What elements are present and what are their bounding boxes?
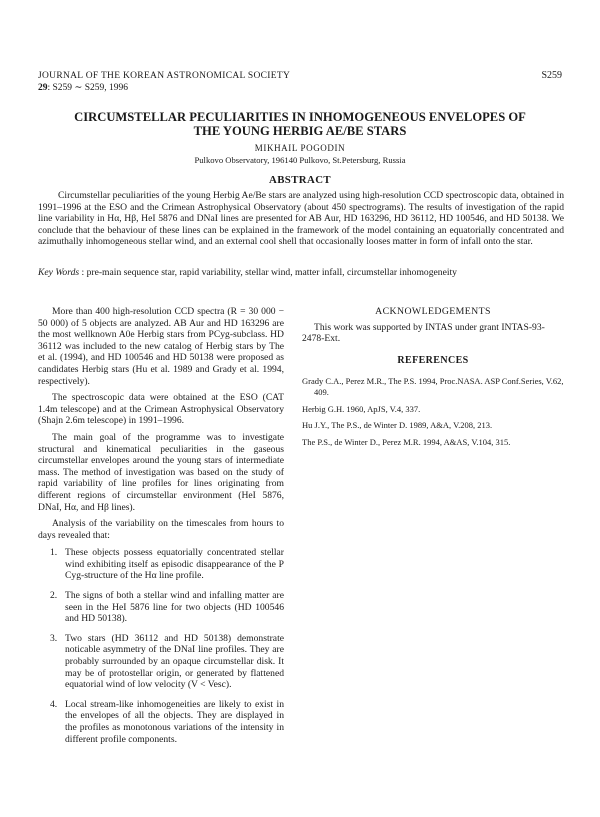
volume-number: 29 — [38, 83, 48, 93]
body-paragraph: More than 400 high-resolution CCD spectra (R = 30 000 − 50 000) of 5 objects are analyzed. AB Aur and HD 163296 are the most wellknown A0e Herbig stars from PCyg-subclass. HD 36112 was included to the new catalog of Herbig stars by The et al. (1994), and HD 100546 and HD 50138 were proposed as candidates Herbig stars (Hu et al. 1989 and Grady et al. 1994, respectively). — [38, 306, 284, 387]
body-paragraph: The main goal of the programme was to investigate structural and kinematical peculiarities in the gaseous circumstellar envelopes around the young stars of intermediate mass. The method of investigation was based on the study of rapid variability of line profiles for lines originating from different regions of circumstellar environment (HeI 5876, DNaI, Hα, and Hβ lines). — [38, 431, 284, 513]
title-line-2: THE YOUNG HERBIG AE/BE STARS — [193, 124, 407, 138]
journal-name: JOURNAL OF THE KOREAN ASTRONOMICAL SOCIETY — [38, 71, 291, 81]
keywords-text: : pre-main sequence star, rapid variability, stellar wind, matter infall, circumstellar inhomogeneity — [81, 267, 457, 278]
running-header — [38, 70, 290, 94]
list-item — [38, 590, 284, 625]
list-item-number: 4. — [50, 698, 58, 710]
reference-item: Grady C.A., Perez M.R., The P.S. 1994, Proc.NASA. ASP Conf.Series, V.62, 409. — [302, 376, 564, 397]
list-item-text: Local stream-like inhomogeneities are likely to exist in the envelopes of all the objects. They are displayed in the profiles as monotonous variations of the intensity in different profile components. — [65, 698, 284, 745]
list-item-number: 3. — [50, 632, 58, 644]
reference-item: Hu J.Y., The P.S., de Winter D. 1989, A&A, V.208, 213. — [302, 420, 493, 431]
keywords-label: Key Words — [38, 267, 80, 278]
acknowledgements-text: This work was supported by INTAS under grant INTAS-93-2478-Ext. — [302, 321, 545, 345]
list-item-number: 1. — [50, 547, 58, 559]
acknowledgements-heading: ACKNOWLEDGEMENTS — [375, 306, 491, 317]
reference-item: The P.S., de Winter D., Perez M.R. 1994, A&AS, V.104, 315. — [302, 436, 511, 447]
author: MIKHAIL POGODIN — [254, 143, 346, 153]
paper-title — [30, 110, 570, 138]
list-item — [38, 633, 284, 691]
list-item — [38, 699, 284, 745]
list-item — [38, 547, 284, 582]
references-heading: REFERENCES — [397, 354, 469, 366]
body-left-column — [38, 306, 284, 753]
abstract-heading: ABSTRACT — [269, 174, 331, 186]
affiliation: Pulkovo Observatory, 196140 Pulkovo, St.Petersburg, Russia — [194, 155, 406, 165]
reference-item: Herbig G.H. 1960, ApJS, V.4, 337. — [302, 403, 421, 414]
list-item-number: 2. — [50, 590, 58, 602]
keywords — [38, 267, 564, 279]
title-line-1: CIRCUMSTELLAR PECULIARITIES IN INHOMOGENEOUS ENVELOPES OF — [74, 110, 526, 124]
page-number: S259 — [541, 70, 562, 81]
volume-info — [38, 82, 290, 94]
list-item-text: Two stars (HD 36112 and HD 50138) demonstrate noticable asymmetry of the DNaI line profiles. They are probably surrounded by an opaque circumstellar disk. It may be of protostellar origin, or generated by flattened equatorial wind of low velocity (V < Vesc). — [65, 632, 284, 691]
page-range: : S259 ∼ S259, 1996 — [47, 83, 129, 93]
list-item-text: These objects possess equatorially concentrated stellar wind exhibiting itself as episodic disappearance of the P Cyg-structure of the Hα line profile. — [65, 547, 284, 582]
findings-list — [38, 547, 284, 745]
body-paragraph: Analysis of the variability on the timescales from hours to days revealed that: — [38, 518, 284, 541]
body-paragraph: The spectroscopic data were obtained at the ESO (CAT 1.4m telescope) and at the Crimean Astrophysical Observatory (Shajn 2.6m telescope) in 1991–1996. — [38, 392, 284, 427]
body-right-column — [302, 306, 564, 453]
abstract-text: Circumstellar peculiarities of the young Herbig Ae/Be stars are analyzed using high-resolution CCD spectroscopic data, obtained in 1991–1996 at the ESO and the Crimean Astrophysical Observatory (about 450 spectrograms). The results of investigation of the rapid line variability in Hα, Hβ, HeI 5876 and DNaI lines are presented for AB Aur, HD 163296, HD 36112, HD 100546, and HD 50138. We conclude that the behaviour of these lines can be explained in the framework of the model containing an equatorially concentrated and azimuthally inhomogeneous stellar wind, and an external cool shell that occasionally looses matter in form of infall onto the star. — [38, 190, 564, 248]
list-item-text: The signs of both a stellar wind and infalling matter are seen in the HeI 5876 line for two objects (HD 100546 and HD 50138). — [65, 590, 284, 625]
